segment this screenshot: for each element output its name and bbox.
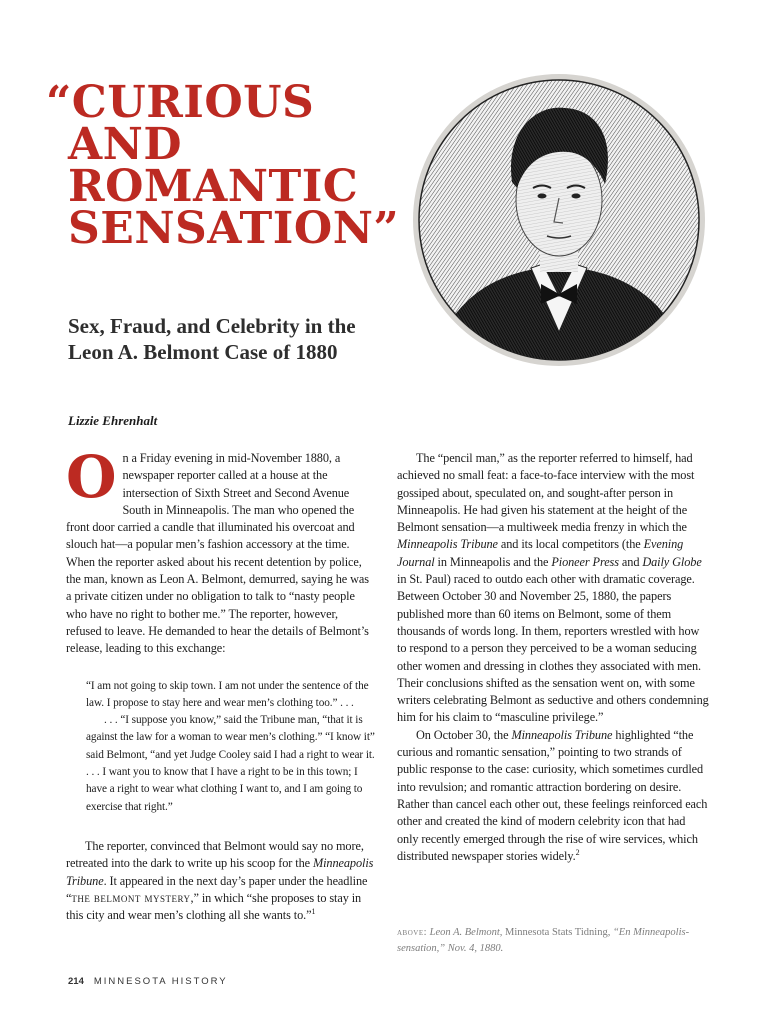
caption-subject: Leon A. Belmont,	[429, 927, 503, 938]
body-paragraph: The “pencil man,” as the reporter referred to himself, had achieved no small feat: a face-to-face interview with the most gossiped about, speculated on, and sought-after person in Minneapolis. He had given his statement at the height of the Belmont sensation—a multiweek media frenzy in which the Minneapolis Tribune and its local competitors (the Evening Journal in Minneapolis and the Pioneer Press and Daily Globe in St. Paul) raced to outdo each other with dramatic coverage. Between October 30 and November 25, 1880, the papers published more than 60 items on Belmont, some of them thousands of words long. In them, reporters wrestled with how to respond to a person they perceived to be a woman seducing other women and dressing in clothes they associated with men. Their conclusions shifted as the sensation went on, with some writers celebrating Belmont as seductive and others condemning him for his claim to “masculine privilege.”	[397, 451, 709, 725]
title-line: SENSATION”	[68, 203, 400, 254]
subtitle-line: Leon A. Belmont Case of 1880	[68, 340, 338, 364]
block-quote	[86, 678, 376, 816]
title-line: ROMANTIC	[68, 161, 359, 212]
footnote-marker: 1	[311, 907, 316, 917]
page-number: 214	[68, 976, 84, 987]
title-line: “CURIOUS	[46, 77, 315, 128]
quote-paragraph: “I am not going to skip town. I am not under the sentence of the law. I propose to stay here and wear men’s clothing too.” . . .	[86, 679, 369, 709]
footnote-marker: 2	[575, 847, 580, 857]
page-footer	[68, 976, 228, 987]
magazine-name: MINNESOTA HISTORY	[93, 976, 228, 987]
headline-small-caps: the belmont mystery	[71, 890, 191, 905]
body-paragraph: On a Friday evening in mid-November 1880, a newspaper reporter called at a house at the intersection of Sixth Street and Second Avenue South in Minneapolis. The man who opened the front door carried a candle that illuminated his overcoat and slouch hat—a popular men’s fashion accessory at the time. When the reporter asked about his recent detention by police, the man, known as Leon A. Belmont, demurred, saying he was a private citizen under no obligation to talk to “nasty people who have no right to bother me.” The reporter, however, refused to leave. He demanded to hear the details of Belmont’s release, leading to this exchange:	[66, 443, 369, 656]
article-byline: Lizzie Ehrenhalt	[68, 413, 158, 428]
caption-source: Minnesota Stats Tidning,	[502, 927, 613, 938]
article-subtitle	[68, 313, 388, 365]
body-paragraph: The reporter, convinced that Belmont would say no more, retreated into the dark to write up his scoop for the Minneapolis Tribune. It appeared in the next day’s paper under the headline “the belmont mystery,” in which “she proposes to stay in this city and wear men’s clothing all she wants to.”$^1$	[66, 838, 374, 923]
belmont-portrait-engraving	[409, 70, 709, 370]
body-column-right	[397, 450, 709, 865]
image-caption	[397, 925, 709, 957]
caption-label: above:	[397, 927, 428, 938]
drop-cap: O	[66, 443, 117, 511]
body-paragraph: On October 30, the Minneapolis Tribune highlighted “the curious and romantic sensation,” pointing to two strands of public response to the case: curiosity, which sometimes curdled into revulsion; and romantic attraction bordering on desire. Rather than cancel each other out, these feelings reinforced each other and created the kind of modern celebrity icon that had only recently emerged through the rise of wire services, which distributed newspaper stories widely.$^2$	[397, 727, 708, 863]
article-title	[46, 77, 400, 254]
quote-paragraph: . . . “I suppose you know,” said the Tribune man, “that it is against the law for a woman to wear men’s clothing.” “I know it” said Belmont, “and yet Judge Cooley said I had a right to wear it. . . . I want you to know that I have a right to be in this town; I have a right to wear what clothing I want to, and I am going to exercise that right.”	[86, 714, 375, 813]
caption-article: “En Minneapolis-sensation,” Nov. 4, 1880.	[397, 927, 690, 954]
body-column-left	[66, 443, 376, 924]
title-line: AND	[68, 119, 183, 170]
subtitle-line: Sex, Fraud, and Celebrity in the	[68, 314, 356, 338]
